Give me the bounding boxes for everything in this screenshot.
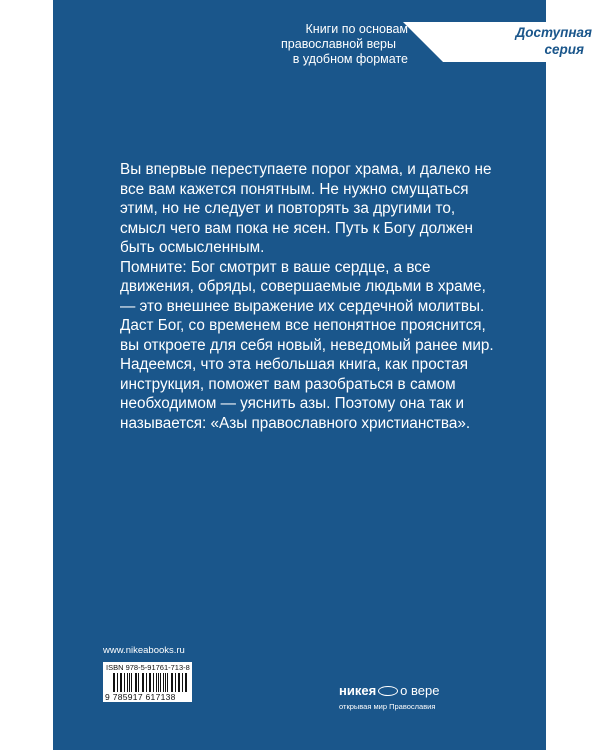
blurb-paragraph: Надеемся, что эта небольшая книга, как простая инструкция, поможет вам разобраться в самом необходимом — уяснить азы. Поэтому она так и называется: «Азы православного христианства». [120,356,471,432]
isbn-text: ISBN 978-5-91761-713-8 [106,663,190,672]
barcode-bar [117,673,118,692]
publisher-slogan: открывая мир Православия [339,702,436,711]
barcode-bar [129,673,130,692]
barcode-bar [131,673,132,692]
barcode-bar [163,673,164,692]
series-line: серия [544,42,584,57]
tagline-line: православной веры [281,37,396,51]
publisher-suffix: о вере [400,683,440,698]
series-line: Доступная [515,25,592,40]
barcode-bar [142,673,143,692]
barcode-bar [146,673,147,692]
series-title [515,24,592,58]
publisher-brand: никея [339,683,377,698]
publisher-logo [339,682,439,711]
series-tagline [281,22,408,67]
blurb [120,160,500,433]
barcode-bar [124,673,125,692]
blurb-paragraph: Помните: Бог смотрит в ваше сердце, а все движения, обряды, совершаемые людьми в храме, — это внешнее выражение их сердечной молитвы. [120,258,486,315]
barcode-bars [113,673,189,692]
tagline-line: Книги по основам [305,22,408,36]
blurb-paragraph: Даст Бог, со временем все непонятное прояснится, вы откроете для себя новый, неведомый ранее мир. [120,317,494,354]
fish-icon [378,686,398,696]
barcode-bar [153,673,154,692]
barcode-bar [186,673,187,692]
tagline-line: в удобном формате [292,52,408,66]
barcode-digits: 9 785917 617138 [105,692,176,702]
blurb-paragraph: Вы впервые переступаете порог храма, и далеко не все вам кажется понятным. Не нужно смущаться этим, но не следует и повторять за другими то, смысл чего вам пока не ясен. Путь к Богу должен быть осмысленным. [120,161,492,256]
barcode-bar [172,673,173,692]
barcode [103,662,192,702]
website-url: www.nikeabooks.ru [103,645,185,656]
barcode-bar [179,673,180,692]
barcode-bar [165,673,166,692]
